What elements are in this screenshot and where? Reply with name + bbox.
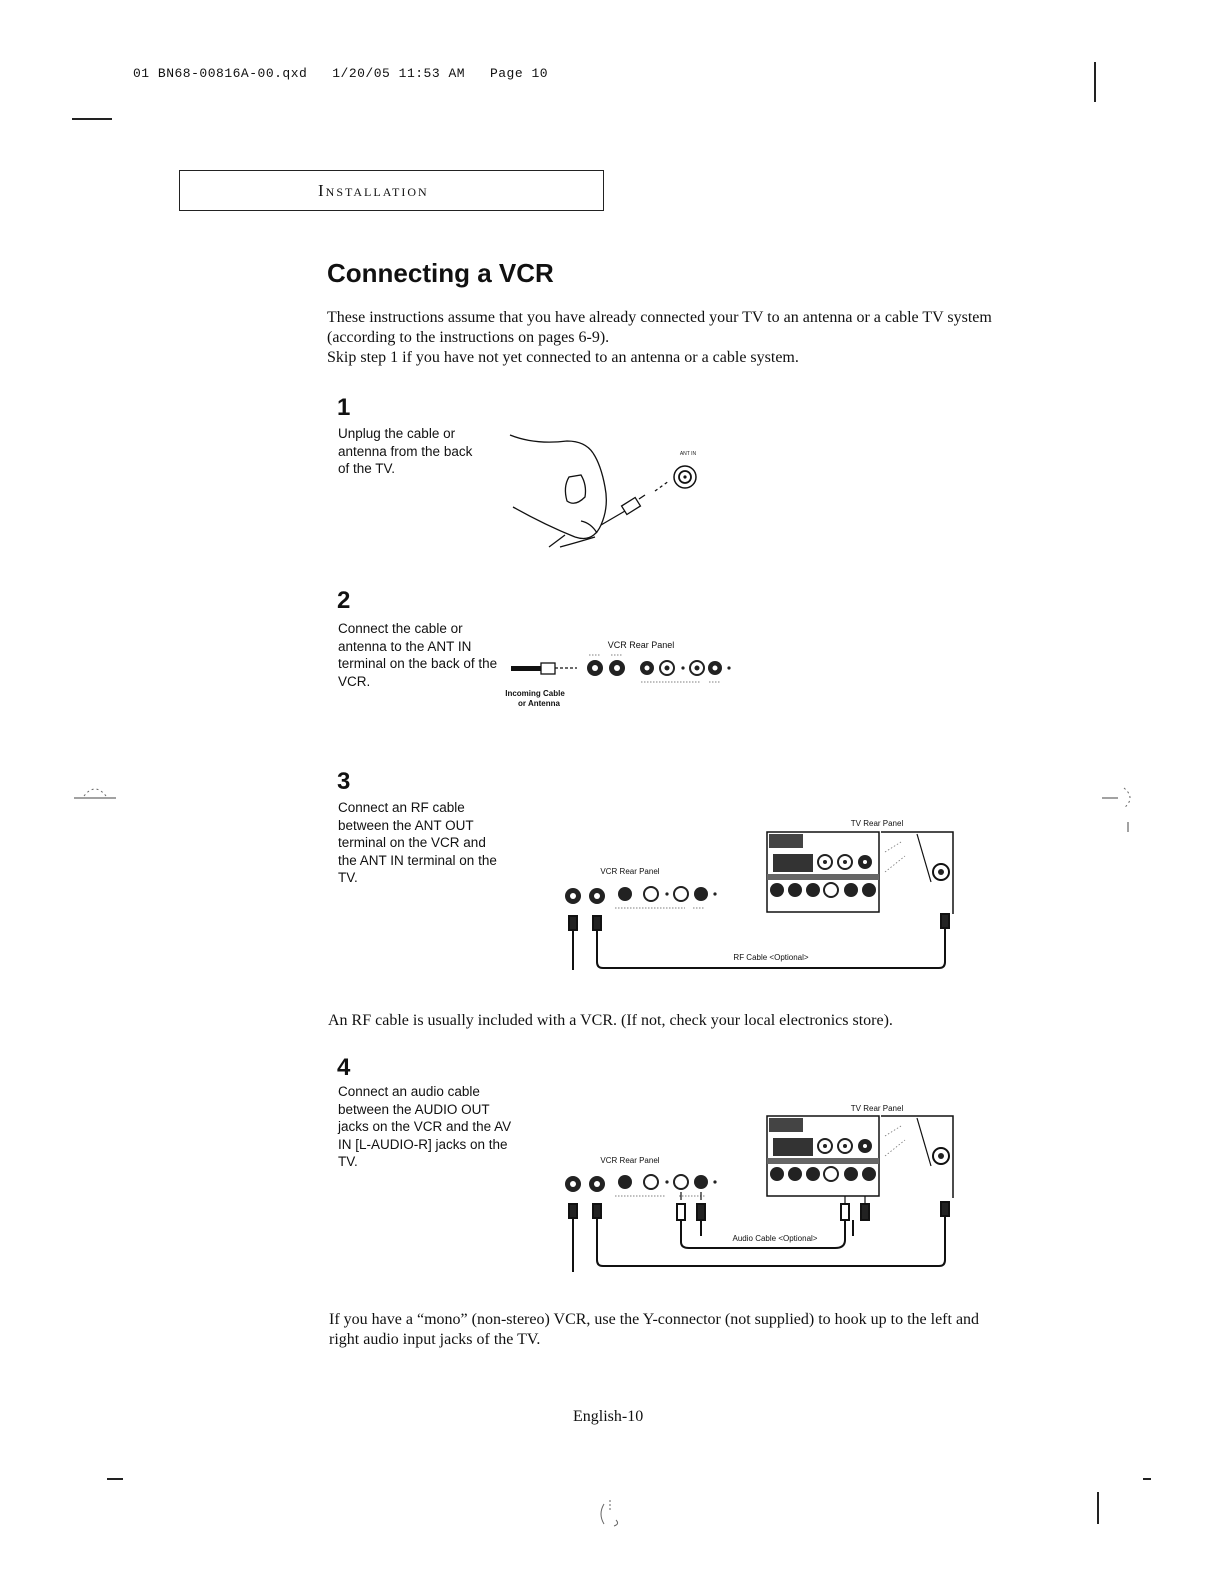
registration-mark-left <box>72 782 118 812</box>
crop-mark-bottom-right-h <box>1143 1478 1151 1480</box>
vcr-jacks <box>565 887 717 908</box>
hand-icon <box>510 435 606 547</box>
cable-plug-icon <box>601 481 669 525</box>
vcr-jacks <box>565 1175 717 1200</box>
incoming-cable-icon <box>511 663 577 674</box>
rf-cable-note: An RF cable is usually included with a VCR. (If not, check your local electronics store). <box>328 1012 893 1029</box>
ant-in-connector-icon <box>674 451 697 488</box>
page-title: Connecting a VCR <box>327 258 554 288</box>
print-header: 01 BN68-00816A-00.qxd 1/20/05 11:53 AM Page 10 <box>133 66 549 81</box>
registration-mark-bottom <box>596 1498 626 1528</box>
step-1-number: 1 <box>337 394 351 421</box>
tv-rear-panel <box>767 1116 953 1198</box>
vcr-rear-panel-label: VCR Rear Panel <box>600 1156 660 1165</box>
ant-in-label: ANT IN <box>679 451 697 457</box>
rf-cable-label: RF Cable <Optional> <box>733 953 809 962</box>
step-4-number: 4 <box>337 1054 351 1081</box>
incoming-cable-label: Incoming Cable <box>505 689 565 698</box>
tv-rear-panel-label: TV Rear Panel <box>850 1104 904 1113</box>
vcr-rear-panel-label: VCR Rear Panel <box>600 867 660 876</box>
step-4-text: Connect an audio cable between the AUDIO OUT jacks on the VCR and the AV IN [L-AUDIO-R] jacks on the TV. <box>338 1084 512 1169</box>
page-footer: English-10 <box>573 1408 644 1425</box>
or-antenna-label: or Antenna <box>518 699 560 708</box>
section-label: Installation <box>318 181 429 200</box>
step-3-illustration <box>555 812 965 977</box>
registration-mark-right <box>1100 782 1146 838</box>
crop-mark-top-left <box>72 118 112 120</box>
step-3-number: 3 <box>337 768 351 795</box>
step-2-illustration <box>505 630 745 715</box>
vcr-jacks <box>587 655 731 682</box>
crop-mark-top-right <box>1094 62 1096 102</box>
audio-cable-label: Audio Cable <Optional> <box>732 1234 818 1243</box>
step-4-illustration <box>555 1096 965 1276</box>
step-3-text: Connect an RF cable between the ANT OUT terminal on the VCR and the ANT IN terminal on the TV. <box>338 800 497 885</box>
intro-paragraph-2: Skip step 1 if you have not yet connected to an antenna or a cable system. <box>327 349 799 366</box>
crop-mark-bottom-right <box>1097 1492 1099 1524</box>
step-2-text: Connect the cable or antenna to the ANT IN terminal on the back of the VCR. <box>338 621 498 689</box>
tv-rear-panel-label: TV Rear Panel <box>850 819 904 828</box>
step-2-number: 2 <box>337 587 351 614</box>
mono-vcr-note: If you have a “mono” (non-stereo) VCR, use the Y-connector (not supplied) to hook up to the left and right audio input jacks of the TV. <box>329 1311 980 1348</box>
intro-text <box>327 308 1017 368</box>
intro-paragraph-1: These instructions assume that you have already connected your TV to an antenna or a cable TV system (according to the instructions on pages 6-9). <box>327 309 992 346</box>
tv-rear-panel <box>767 832 953 914</box>
step-1-illustration <box>505 425 725 555</box>
crop-mark-bottom-left <box>107 1478 123 1480</box>
step-1-text: Unplug the cable or antenna from the back of the TV. <box>338 426 473 476</box>
vcr-rear-panel-label: VCR Rear Panel <box>607 640 675 650</box>
